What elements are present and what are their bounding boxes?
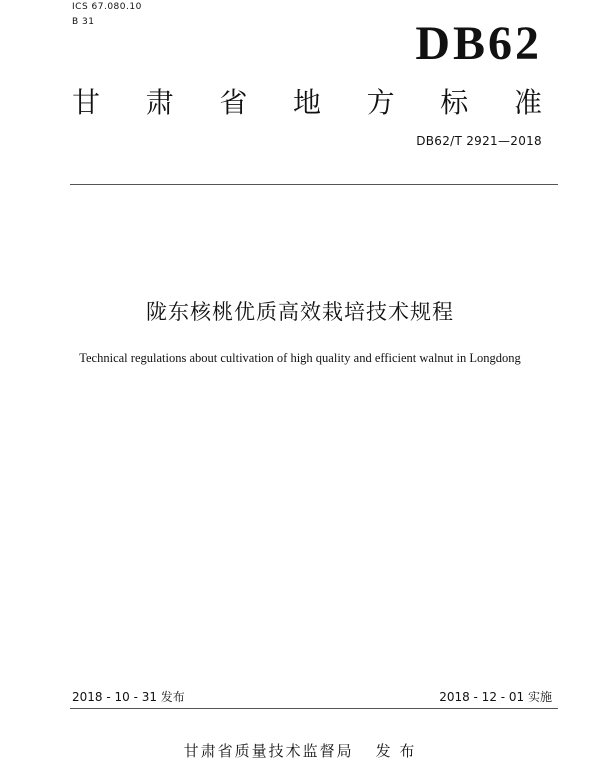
category-char: 肃 (145, 86, 174, 119)
category-char: 地 (292, 86, 321, 119)
document-title-cn: 陇东核桃优质高效栽培技术规程 (146, 300, 454, 324)
standard-code-logo: DB62 (415, 17, 542, 70)
issue-date: 2018 - 10 - 31 发布 (72, 690, 185, 704)
standard-number: DB62/T 2921—2018 (416, 134, 542, 148)
ccs-code: B 31 (72, 17, 95, 27)
category-char: 省 (219, 86, 248, 119)
standard-category-title (72, 86, 542, 120)
category-char: 方 (366, 86, 395, 119)
category-char: 标 (440, 86, 469, 119)
category-char: 准 (513, 86, 542, 119)
header-divider (70, 184, 558, 185)
document-title-en: Technical regulations about cultivation of high quality and efficient walnut in Longdong (79, 351, 521, 365)
issuer-line (0, 740, 600, 761)
ics-code: ICS 67.080.10 (72, 2, 142, 12)
implementation-date: 2018 - 12 - 01 实施 (439, 690, 552, 704)
issuer-name: 甘肃省质量技术监督局 (183, 742, 354, 760)
footer-divider (70, 708, 558, 709)
issuer-suffix: 发 布 (375, 742, 417, 760)
category-char: 甘 (72, 86, 101, 119)
